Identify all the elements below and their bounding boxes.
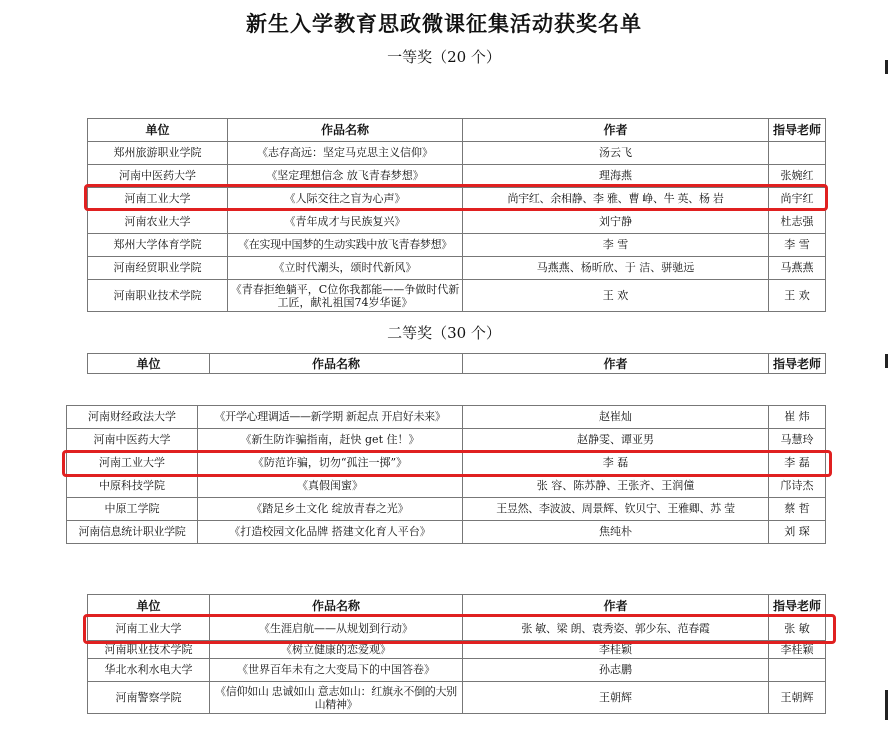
cell-author: 焦纯朴	[463, 521, 769, 544]
header-work: 作品名称	[210, 354, 463, 374]
table-row	[88, 641, 826, 659]
cell-unit: 中原工学院	[67, 498, 198, 521]
table-row	[67, 452, 826, 475]
cell-author: 李 雪	[463, 234, 769, 257]
cell-advisor	[769, 142, 826, 165]
cell-unit: 河南农业大学	[88, 211, 228, 234]
cell-unit: 河南警察学院	[88, 682, 210, 714]
cell-work: 《树立健康的恋爱观》	[210, 641, 463, 659]
table-header-row	[88, 354, 826, 374]
cell-author: 王昱然、李波波、周景辉、钦贝宁、王雅卿、苏 莹	[463, 498, 769, 521]
third-table	[87, 594, 826, 714]
cell-author: 张 敏、梁 朗、袁秀姿、郭少东、范春霞	[463, 617, 769, 641]
cell-unit: 河南中医药大学	[67, 429, 198, 452]
table-row	[88, 257, 826, 280]
table-row	[88, 142, 826, 165]
cell-advisor: 王 欢	[769, 280, 826, 312]
cell-work: 《在实现中国梦的生动实践中放飞青春梦想》	[228, 234, 463, 257]
cell-unit: 郑州旅游职业学院	[88, 142, 228, 165]
cell-work: 《信仰如山 忠诚如山 意志如山：红旗永不倒的大别山精神》	[210, 682, 463, 714]
cell-advisor: 马慧玲	[769, 429, 826, 452]
table-row	[67, 475, 826, 498]
table-header-row	[88, 595, 826, 617]
cell-unit: 河南职业技术学院	[88, 641, 210, 659]
table-row	[88, 659, 826, 682]
table-row	[88, 165, 826, 188]
second-prize-header-table	[87, 353, 826, 374]
cell-advisor: 李桂颖	[769, 641, 826, 659]
cell-work: 《真假闺蜜》	[198, 475, 463, 498]
second-prize-heading: 二等奖（30 个）	[387, 324, 501, 342]
table-row	[88, 280, 826, 312]
cell-advisor	[769, 659, 826, 682]
cell-unit: 郑州大学体育学院	[88, 234, 228, 257]
header-unit: 单位	[88, 354, 210, 374]
cell-unit: 河南经贸职业学院	[88, 257, 228, 280]
table-row	[67, 498, 826, 521]
table-row	[88, 682, 826, 714]
header-advisor: 指导老师	[769, 595, 826, 617]
cell-advisor: 张 敏	[769, 617, 826, 641]
header-author: 作者	[463, 595, 769, 617]
cell-advisor: 王朝辉	[769, 682, 826, 714]
table-row	[67, 429, 826, 452]
table-row	[88, 234, 826, 257]
cell-advisor: 邝诗杰	[769, 475, 826, 498]
cell-author: 孙志鹏	[463, 659, 769, 682]
table-row	[67, 406, 826, 429]
header-unit: 单位	[88, 595, 210, 617]
cell-advisor: 尚宇红	[769, 188, 826, 211]
header-advisor: 指导老师	[769, 119, 826, 142]
cell-author: 李 磊	[463, 452, 769, 475]
cell-advisor: 李 磊	[769, 452, 826, 475]
cell-author: 张 容、陈苏静、王张齐、王润僮	[463, 475, 769, 498]
header-unit: 单位	[88, 119, 228, 142]
cell-advisor: 刘 琛	[769, 521, 826, 544]
cell-work: 《坚定理想信念 放飞青春梦想》	[228, 165, 463, 188]
cell-unit: 河南信息统计职业学院	[67, 521, 198, 544]
table-row	[88, 188, 826, 211]
cell-work: 《打造校园文化品牌 搭建文化育人平台》	[198, 521, 463, 544]
first-prize-heading: 一等奖（20 个）	[387, 48, 501, 66]
cell-author: 王 欢	[463, 280, 769, 312]
cell-author: 理海燕	[463, 165, 769, 188]
cell-work: 《开学心理调适——新学期 新起点 开启好未来》	[198, 406, 463, 429]
cell-unit: 中原科技学院	[67, 475, 198, 498]
cell-advisor: 马燕燕	[769, 257, 826, 280]
cell-unit: 河南工业大学	[88, 188, 228, 211]
table-header-row	[88, 119, 826, 142]
cell-work: 《立时代潮头，颂时代新风》	[228, 257, 463, 280]
header-advisor: 指导老师	[769, 354, 826, 374]
cell-advisor: 杜志强	[769, 211, 826, 234]
page-title: 新生入学教育思政微课征集活动获奖名单	[246, 11, 642, 36]
cell-work: 《生涯启航——从规划到行动》	[210, 617, 463, 641]
cell-work: 《青年成才与民族复兴》	[228, 211, 463, 234]
cell-work: 《人际交往之盲为心声》	[228, 188, 463, 211]
cell-work: 《世界百年未有之大变局下的中国答卷》	[210, 659, 463, 682]
cell-author: 李桂颖	[463, 641, 769, 659]
table-row	[88, 211, 826, 234]
cell-author: 赵崔灿	[463, 406, 769, 429]
cell-advisor: 张婉红	[769, 165, 826, 188]
cell-author: 刘宁静	[463, 211, 769, 234]
cell-work: 《防范诈骗，切勿“孤注一掷”》	[198, 452, 463, 475]
cell-work: 《青春拒绝躺平，C位你我都能——争做时代新工匠，献礼祖国74岁华诞》	[228, 280, 463, 312]
cell-author: 马燕燕、杨昕欣、于 洁、骈驰远	[463, 257, 769, 280]
cell-author: 尚宇红、余相静、李 雅、曹 峥、牛 英、杨 岩	[463, 188, 769, 211]
cell-work: 《新生防诈骗指南，赶快 get 住！》	[198, 429, 463, 452]
cell-author: 赵静雯、谭亚男	[463, 429, 769, 452]
cell-unit: 华北水利水电大学	[88, 659, 210, 682]
header-author: 作者	[463, 354, 769, 374]
header-author: 作者	[463, 119, 769, 142]
cell-author: 王朝辉	[463, 682, 769, 714]
cell-advisor: 崔 炜	[769, 406, 826, 429]
cell-unit: 河南中医药大学	[88, 165, 228, 188]
cell-work: 《志存高远：坚定马克思主义信仰》	[228, 142, 463, 165]
cell-unit: 河南财经政法大学	[67, 406, 198, 429]
cell-unit: 河南职业技术学院	[88, 280, 228, 312]
table-row	[88, 617, 826, 641]
second-prize-table	[66, 405, 826, 544]
cell-work: 《踏足乡土文化 绽放青春之光》	[198, 498, 463, 521]
first-prize-table	[87, 118, 826, 312]
cell-unit: 河南工业大学	[67, 452, 198, 475]
cell-advisor: 李 雪	[769, 234, 826, 257]
cell-unit: 河南工业大学	[88, 617, 210, 641]
table-row	[67, 521, 826, 544]
cell-author: 汤云飞	[463, 142, 769, 165]
header-work: 作品名称	[228, 119, 463, 142]
cell-advisor: 蔡 哲	[769, 498, 826, 521]
header-work: 作品名称	[210, 595, 463, 617]
